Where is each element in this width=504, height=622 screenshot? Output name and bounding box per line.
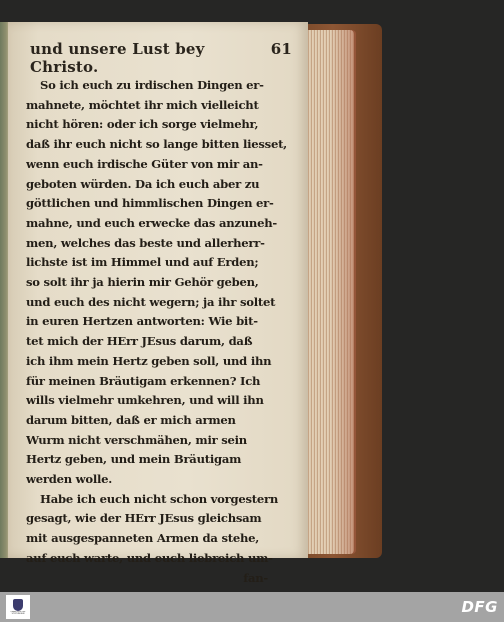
text-line: nicht hören: oder ich sorge vielmehr, — [26, 117, 259, 132]
text-line: so solt ihr ja hierin mir Gehör geben, — [26, 275, 259, 290]
text-line: ich ihm mein Hertz geben soll, und ihn — [26, 353, 272, 368]
text-line: werden wolle. — [26, 472, 113, 487]
running-head: und unsere Lust bey Christo. — [30, 40, 205, 76]
text-line: mit ausgespanneten Armen da stehe, — [26, 531, 260, 546]
book-page — [8, 22, 308, 585]
page-number: 61 — [270, 40, 292, 58]
text-line: So ich euch zu irdischen Dingen er- — [40, 78, 264, 92]
body-text — [26, 76, 288, 588]
text-line: auf euch warte, und euch liebreich um- — [26, 550, 273, 565]
page-edge-tint — [330, 30, 356, 554]
text-line: göttlichen und himmlischen Dingen er- — [26, 196, 274, 211]
text-line: mahne, und euch erwecke das anzuneh- — [26, 215, 277, 230]
text-line: für meinen Bräutigam erkennen? Ich — [26, 373, 261, 388]
dfg-logo[interactable]: DFG — [461, 598, 498, 616]
library-logo-text: FRANCKESCHE STIFTUNGEN — [10, 611, 26, 615]
text-line: darum bitten, daß er mich armen — [26, 412, 236, 427]
text-line: wills vielmehr umkehren, und will ihn — [26, 393, 264, 408]
text-line: mahnete, möchtet ihr mich vielleicht — [26, 97, 259, 112]
text-line: wenn euch irdische Güter von mir an- — [26, 156, 263, 171]
text-line: Wurm nicht verschmähen, mir sein — [26, 432, 247, 447]
text-line: men, welches das beste und allerherr- — [26, 235, 265, 250]
catchword: fan- — [243, 570, 268, 585]
page-header — [30, 40, 292, 76]
text-line: geboten würden. Da ich euch aber zu — [26, 176, 260, 191]
text-line: tet mich der HErr JEsus darum, daß — [26, 334, 253, 349]
text-line: Hertz geben, und mein Bräutigam — [26, 452, 242, 467]
text-line: Habe ich euch nicht schon vorgestern — [40, 491, 279, 506]
text-line: daß ihr euch nicht so lange bitten liesset, — [26, 137, 287, 152]
text-line: und euch des nicht wegern; ja ihr soltet — [26, 294, 276, 309]
library-logo[interactable] — [6, 595, 30, 619]
text-line: gesagt, wie der HErr JEsus gleichsam — [26, 511, 262, 526]
crest-icon — [13, 599, 23, 611]
text-line: in euren Hertzen antworten: Wie bit- — [26, 314, 258, 329]
text-line: lichste ist im Himmel und auf Erden; — [26, 255, 259, 270]
viewer-footer — [0, 592, 504, 622]
